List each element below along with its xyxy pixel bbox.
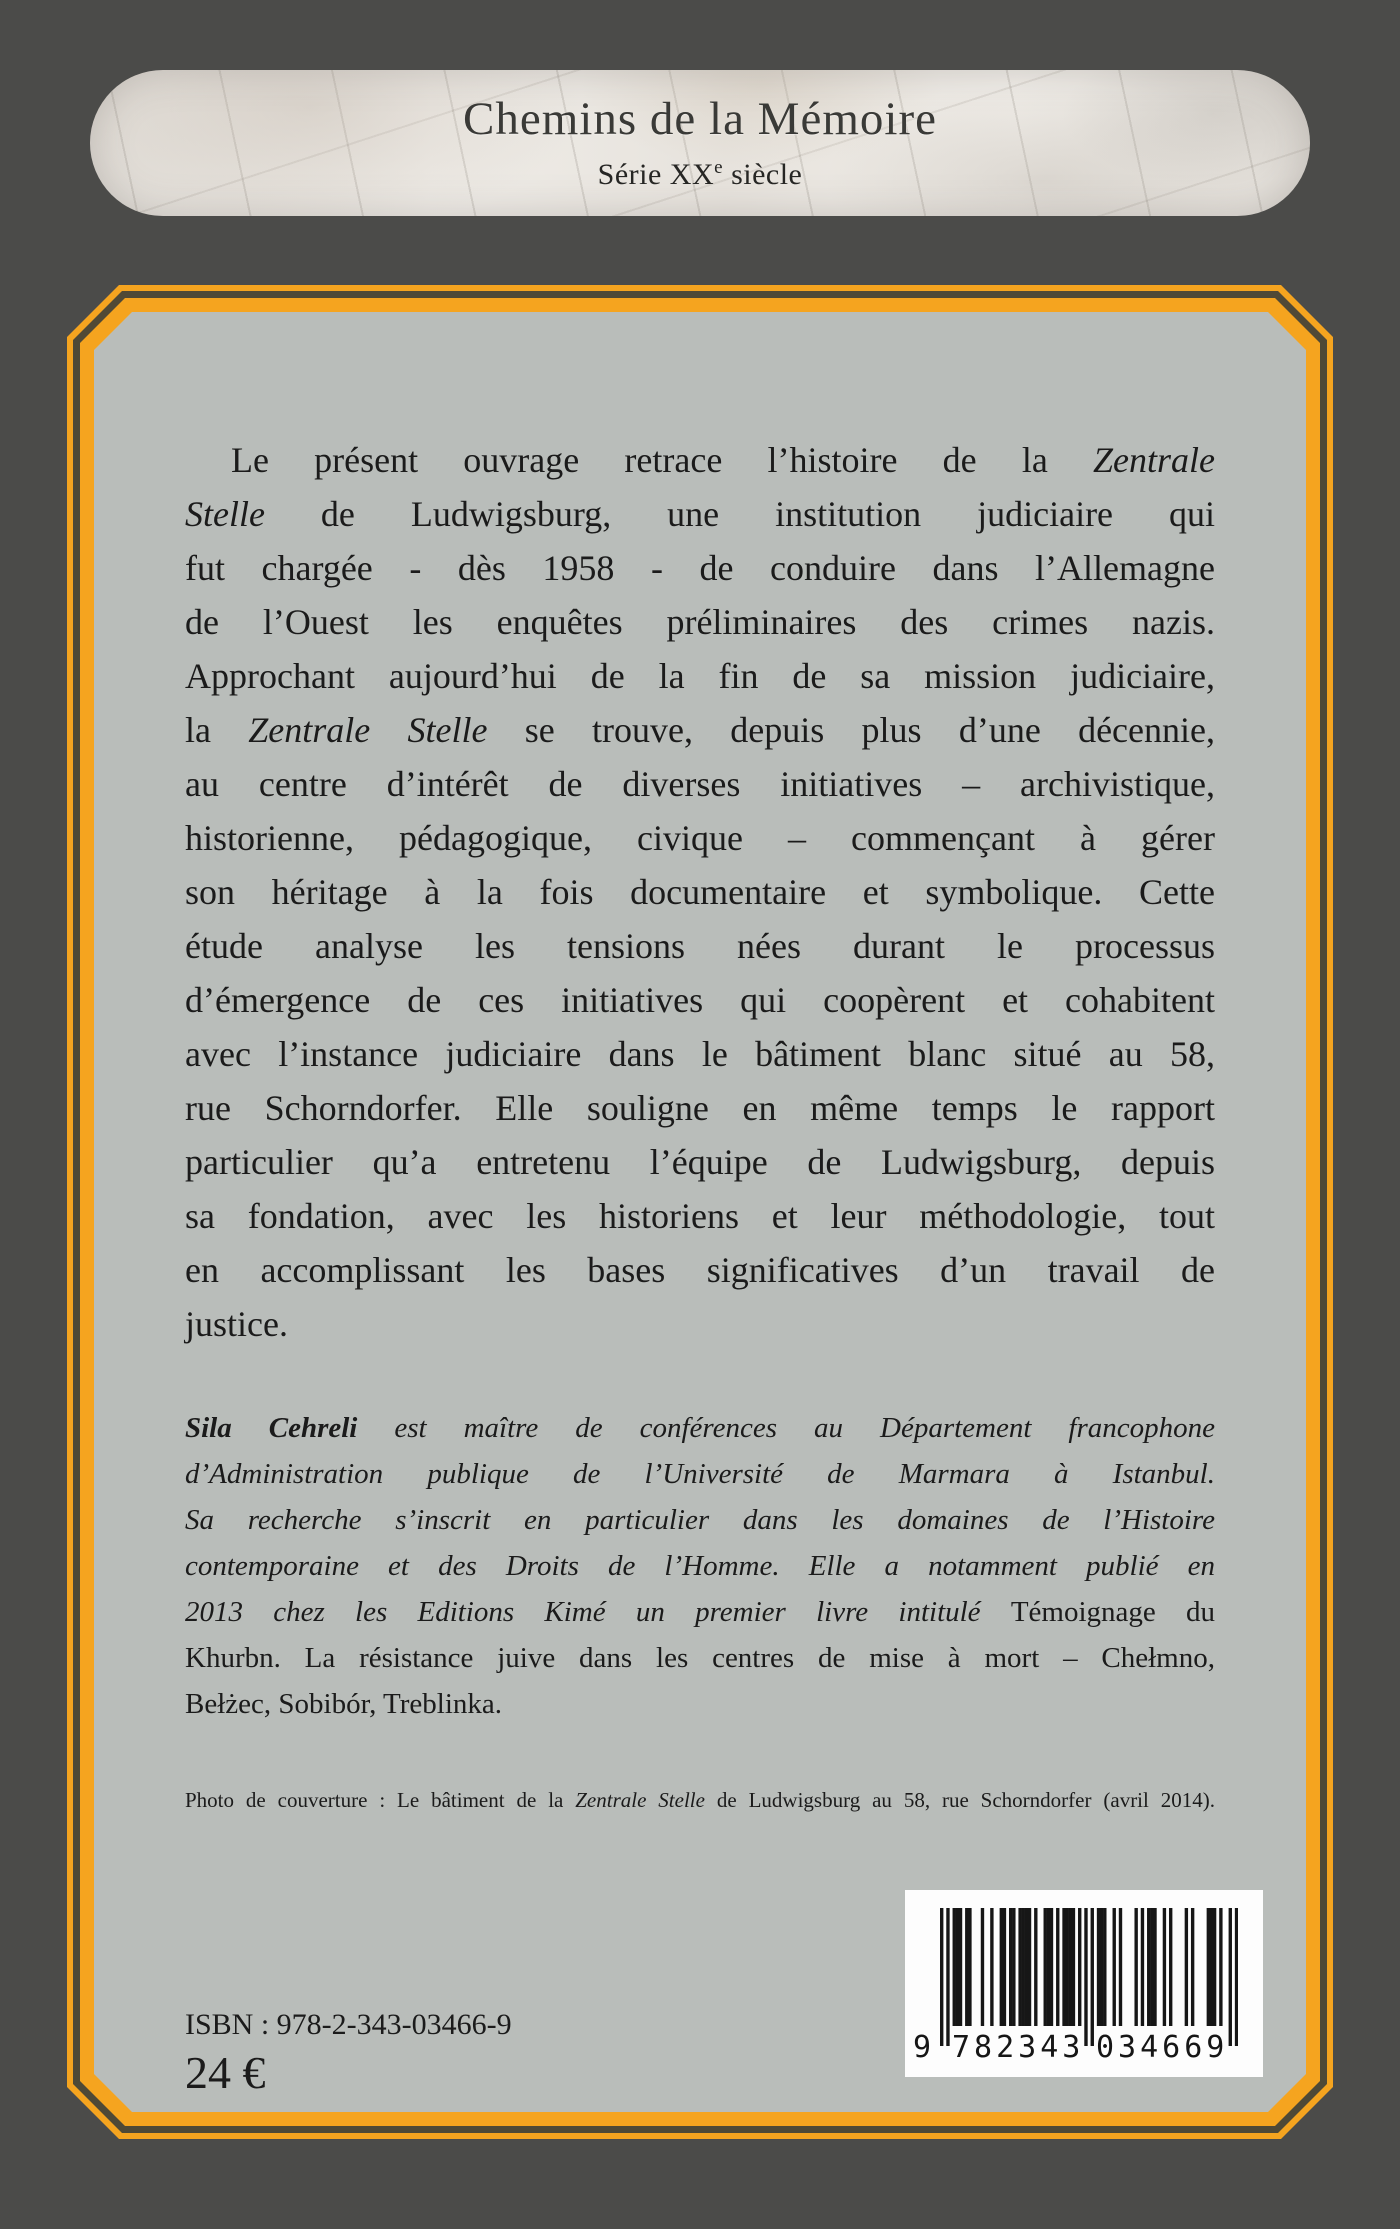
series-subtitle-sup: e xyxy=(714,157,724,178)
text-line: au centre d’intérêt de diverses initiatives – archivistique, xyxy=(185,764,1215,804)
text-line: fut chargée - dès 1958 - de conduire dans l’Allemagne xyxy=(185,548,1215,588)
text-line: avec l’instance judiciaire dans le bâtiment blanc situé au 58, xyxy=(185,1034,1215,1074)
synopsis-paragraph xyxy=(185,433,1215,1351)
text-line: Approchant aujourd’hui de la fin de sa mission judiciaire, xyxy=(185,656,1215,696)
text-line: Bełżec, Sobibór, Treblinka. xyxy=(185,1688,503,1720)
text-line: Sila Cehreli est maître de conférences au Département francophone xyxy=(185,1412,1215,1444)
text-line: de l’Ouest les enquêtes préliminaires des crimes nazis. xyxy=(185,602,1215,642)
series-subtitle-post: siècle xyxy=(723,158,803,191)
text-line: 2013 chez les Editions Kimé un premier livre intitulé Témoignage du xyxy=(185,1596,1216,1628)
text-line: Photo de couverture : Le bâtiment de la Zentrale Stelle de Ludwigsburg au 58, rue Schorndorfer (avril 2014). xyxy=(185,1788,1215,1812)
series-banner xyxy=(90,70,1310,216)
barcode-digit-first: 9 xyxy=(913,2030,932,2065)
text-line: Stelle de Ludwigsburg, une institution judiciaire qui xyxy=(185,494,1215,534)
text-line: son héritage à la fois documentaire et symbolique. Cette xyxy=(185,872,1215,912)
text-line: Khurbn. La résistance juive dans les centres de mise à mort – Chełmno, xyxy=(185,1642,1215,1674)
text-line: Le présent ouvrage retrace l’histoire de la Zentrale xyxy=(231,440,1215,480)
barcode-digits-right: 034669 xyxy=(1096,2030,1229,2065)
ean-barcode xyxy=(905,1890,1263,2077)
series-subtitle xyxy=(598,151,803,192)
series-subtitle-pre: Série XX xyxy=(597,158,715,191)
text-line: étude analyse les tensions nées durant le processus xyxy=(185,926,1215,966)
barcode-digits-left: 782343 xyxy=(952,2030,1085,2065)
text-line: sa fondation, avec les historiens et leur méthodologie, tout xyxy=(185,1196,1215,1236)
text-line: justice. xyxy=(185,1304,288,1344)
text-line: particulier qu’a entretenu l’équipe de Ludwigsburg, depuis xyxy=(185,1142,1215,1182)
text-line: contemporaine et des Droits de l’Homme. Elle a notamment publié en xyxy=(185,1550,1215,1582)
barcode-digits xyxy=(913,2030,1238,2065)
text-line: la Zentrale Stelle se trouve, depuis plus d’une décennie, xyxy=(185,710,1215,750)
text-line: rue Schorndorfer. Elle souligne en même temps le rapport xyxy=(185,1088,1215,1128)
text-line: d’émergence de ces initiatives qui coopèrent et cohabitent xyxy=(185,980,1215,1020)
text-line: historienne, pédagogique, civique – commençant à gérer xyxy=(185,818,1215,858)
photo-credit xyxy=(185,1786,1215,1814)
text-line: d’Administration publique de l’Université de Marmara à Istanbul. xyxy=(185,1458,1215,1490)
isbn-label: ISBN : 978-2-343-03466-9 xyxy=(185,2008,512,2041)
author-bio-paragraph xyxy=(185,1405,1215,1727)
series-title: Chemins de la Mémoire xyxy=(463,93,937,145)
price-label: 24 € xyxy=(185,2047,266,2098)
text-line: Sa recherche s’inscrit en particulier dans les domaines de l’Histoire xyxy=(185,1504,1215,1536)
barcode-bars xyxy=(940,1908,1238,2046)
text-line: en accomplissant les bases significatives d’un travail de xyxy=(185,1250,1215,1290)
